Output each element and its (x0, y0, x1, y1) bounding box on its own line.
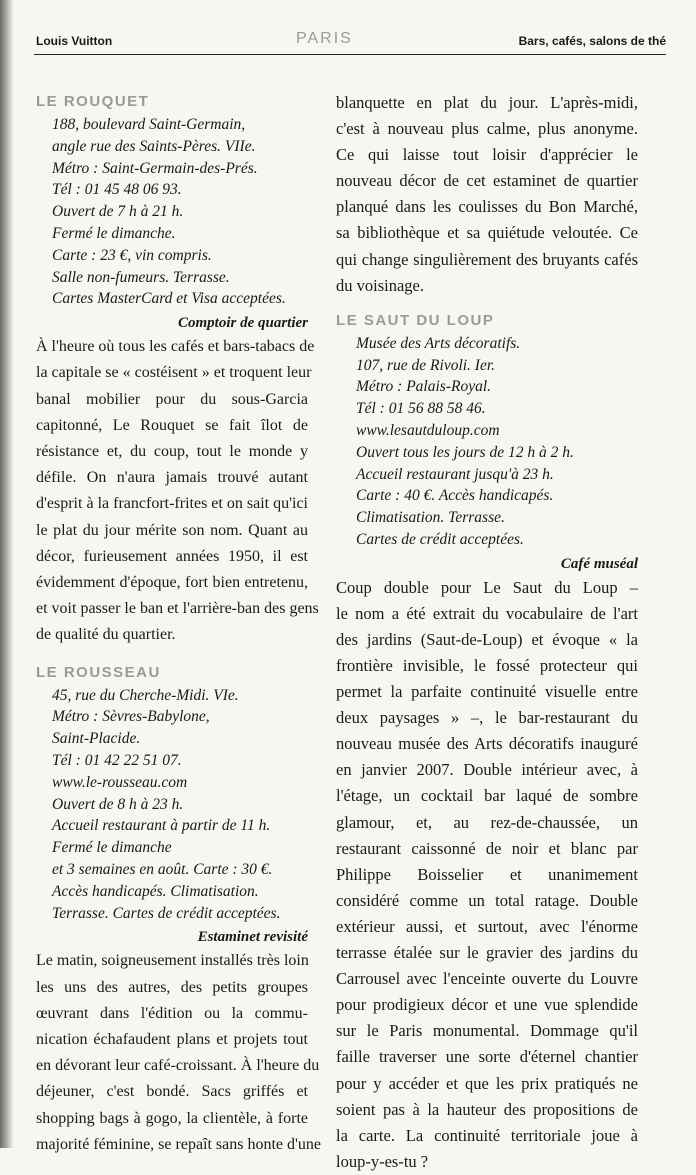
info-line: Climatisation. Terrasse. (356, 509, 505, 527)
venue-title: LE ROUSSEAU (36, 663, 161, 681)
text-line: le plat du jour mérite son nom. Quant au (36, 521, 308, 539)
info-line: Saint-Placide. (52, 730, 141, 748)
info-line: Accès handicapés. Climatisation. (52, 882, 259, 900)
text-line: œuvrant dans l'édition ou la commu- (36, 1004, 308, 1022)
info-line: Cartes de crédit acceptées. (356, 530, 524, 548)
text-line: majorité féminine, se repaît sans honte d'une (36, 1135, 322, 1153)
info-line: Ouvert de 8 h à 23 h. (52, 795, 184, 813)
info-line: Tél : 01 45 48 06 93. (52, 181, 182, 199)
text-line: terrasse étalée sur le gravier des jardins du (336, 943, 638, 963)
text-line: shopping bags à gogo, la clientèle, à forte (36, 1109, 308, 1127)
text-line: pour prodigieux décor et une vue splendide (336, 995, 638, 1015)
text-line: Carrousel avec l'enceinte ouverte du Louvre (336, 969, 638, 989)
text-line: en dévorant leur café-croissant. À l'heure du (36, 1057, 320, 1075)
text-line: déjeuner, c'est bondé. Sacs griffés et (36, 1083, 308, 1101)
text-line: du voisinage. (336, 275, 424, 295)
text-line: décor, furieusement années 1950, il est (36, 547, 308, 565)
info-line: Cartes MasterCard et Visa acceptées. (52, 290, 286, 308)
text-line: soient pas à la hauteur des propositions de (336, 1099, 638, 1119)
info-line: Tél : 01 42 22 51 07. (52, 752, 182, 769)
venue-title: LE ROUQUET (36, 93, 150, 110)
info-line: Fermé le dimanche (52, 839, 172, 857)
text-line: considéré comme un total ratage. Double (336, 890, 638, 910)
text-line: de qualité du quartier. (36, 626, 176, 644)
text-line: extérieur aussi, et surtout, avec l'énorme (336, 916, 638, 936)
review-heading: Comptoir de quartier (177, 315, 308, 332)
info-line: Métro : Saint-Germain-des-Prés. (52, 159, 258, 177)
text-line: restaurant caissonné de noir et blanc par (336, 838, 638, 858)
text-line: planqué dans les coulisses du Bon Marché, (336, 197, 638, 217)
book-spine-shadow (0, 0, 14, 1148)
info-line: 45, rue du Cherche-Midi. VIe. (52, 686, 239, 704)
info-line: Carte : 40 €. Accès handicapés. (356, 487, 554, 505)
text-line: en janvier 2007. Double intérieur avec, à (336, 760, 638, 780)
review-text (36, 334, 319, 648)
text-line: deux paysages » –, le bar-restaurant du (336, 708, 638, 728)
review-text (36, 948, 322, 1158)
info-line: Salle non-fumeurs. Terrasse. (52, 268, 230, 286)
text-line: capitonné, Le Rouquet se fait îlot de (36, 416, 308, 434)
text-line: Coup double pour Le Saut du Loup – (336, 577, 638, 597)
info-line: Ouvert de 7 h à 21 h. (52, 203, 184, 221)
venue-info (356, 333, 638, 551)
text-line: la carte. La continuité territoriale joue à (336, 1125, 638, 1145)
running-header (34, 28, 666, 55)
text-line: d'esprit à la francfort-frites et on sait qu'ici (36, 495, 308, 513)
text-line: banal mobilier pour du sous-Garcia (36, 390, 308, 408)
text-line: défile. On n'aura jamais trouvé autant (36, 469, 308, 487)
text-line: loup-y-es-tu ? (336, 1151, 429, 1171)
header-section: Bars, cafés, salons de thé (518, 34, 666, 48)
info-line: Ouvert tous les jours de 12 h à 2 h. (356, 443, 574, 461)
venue-info (52, 114, 308, 310)
text-line: l'étage, un cocktail bar laqué de sombre (336, 786, 638, 806)
text-line: nication échafaudent plans et projets tout (36, 1030, 308, 1048)
text-line: résistance et, du coup, tout le monde y (36, 442, 308, 460)
venue-le-rouquet (36, 90, 319, 649)
venue-title: LE SAUT DU LOUP (336, 311, 495, 329)
info-line: www.le-rousseau.com (52, 773, 188, 791)
info-line: Fermé le dimanche. (52, 224, 176, 242)
info-line: et 3 semaines en août. Carte : 30 €. (52, 860, 273, 878)
text-line: permet la parfaite continuité visuelle entre (336, 682, 638, 702)
text-line: sa bibliothèque et sa quiétude veloutée. Ce (336, 223, 638, 243)
text-line: Le matin, soigneusement installés très loin (36, 952, 309, 970)
right-column (336, 90, 638, 1175)
text-line: blanquette en plat du jour. L'après-midi, (336, 93, 638, 112)
text-line: et voit passer le ban et l'arrière-ban des gens (36, 600, 319, 618)
info-line: angle rue des Saints-Pères. VIIe. (52, 137, 256, 155)
text-line: des jardins (Saut-de-Loup) et évoque « la (336, 629, 638, 649)
text-line: qui change singulièrement des bruyants cafés (336, 249, 638, 269)
venue-info (52, 685, 308, 925)
review-heading: Estaminet revisité (197, 929, 308, 946)
text-line: sur le Paris monumental. Dommage qu'il (336, 1021, 638, 1041)
info-line: Métro : Sèvres-Babylone, (52, 708, 210, 726)
text-line: frontière invisible, le fossé protecteur qui (336, 656, 638, 675)
text-line: les uns des autres, des petits groupes (36, 978, 308, 996)
info-line: www.lesautduloup.com (356, 421, 500, 439)
review-text (336, 575, 638, 1175)
text-line: évidemment d'époque, fort bien entretenu, (36, 574, 308, 591)
left-column (36, 82, 322, 1158)
venue-le-rousseau (36, 661, 322, 1158)
text-line: À l'heure où tous les cafés et bars-tabacs de (36, 338, 315, 356)
text-line: Philippe Boisselier et unanimement (336, 864, 638, 884)
info-line: Musée des Arts décoratifs. (356, 334, 521, 352)
info-line: Accueil restaurant à partir de 11 h. (52, 817, 271, 835)
info-line: Accueil restaurant jusqu'à 23 h. (356, 465, 554, 483)
text-line: Ce qui laisse tout loisir d'apprécier le (336, 145, 638, 165)
info-line: Carte : 23 €, vin compris. (52, 246, 212, 264)
info-line: Tél : 01 56 88 58 46. (356, 400, 486, 418)
text-line: c'est à nouveau plus calme, plus anonyme. (336, 119, 638, 139)
info-line: Terrasse. Cartes de crédit acceptées. (52, 904, 281, 922)
info-line: 188, boulevard Saint-Germain, (52, 116, 246, 133)
text-line: faille traverser une sorte d'éternel chantier (336, 1047, 638, 1067)
text-line: nouveau décor de cet estaminet de quartier (336, 171, 638, 191)
venue-le-saut-du-loup (336, 309, 638, 1175)
text-line: nouveau musée des Arts décoratifs inauguré (336, 734, 638, 754)
header-city: PARIS (296, 30, 353, 47)
text-line: la capitale se « costéisent » et troquent leur (36, 364, 312, 382)
text-line: pour y accéder et que les prix pratiqués ne (336, 1073, 638, 1093)
text-line: le nom a été extrait du vocabulaire de l'art (336, 603, 638, 623)
text-line: glamour, et, au rez-de-chaussée, un (336, 812, 638, 832)
header-author: Louis Vuitton (36, 34, 113, 48)
info-line: 107, rue de Rivoli. Ier. (356, 356, 496, 374)
review-text-continued (336, 90, 638, 299)
review-heading: Café muséal (560, 555, 638, 572)
info-line: Métro : Palais-Royal. (356, 378, 492, 396)
